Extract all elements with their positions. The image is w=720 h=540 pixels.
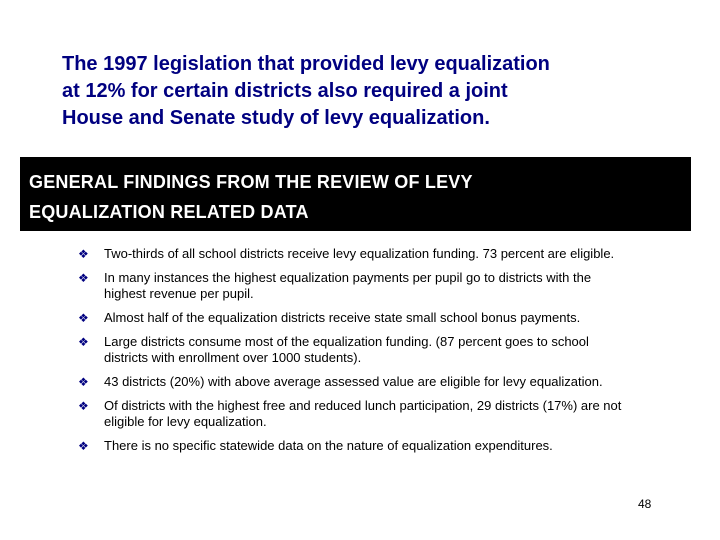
list-item-text: Large districts consume most of the equalization funding. (87 percent goes to school xyxy=(104,334,589,349)
diamond-bullet-icon: ❖ xyxy=(78,439,89,453)
diamond-bullet-icon: ❖ xyxy=(78,247,89,261)
list-item-text: 43 districts (20%) with above average assessed value are eligible for levy equalization. xyxy=(104,374,603,389)
diamond-bullet-icon: ❖ xyxy=(78,399,89,413)
findings-list xyxy=(78,246,693,462)
list-item-text: There is no specific statewide data on the nature of equalization expenditures. xyxy=(104,438,553,453)
list-item-text: highest revenue per pupil. xyxy=(104,286,254,301)
list-item-text: eligible for levy equalization. xyxy=(104,414,267,429)
slide-title xyxy=(62,51,702,132)
slide-title-line: House and Senate study of levy equalization. xyxy=(62,107,490,129)
findings-banner-line: GENERAL FINDINGS FROM THE REVIEW OF LEVY xyxy=(29,172,473,192)
list-item xyxy=(78,374,693,390)
list-item xyxy=(78,334,693,366)
list-item xyxy=(78,246,693,262)
diamond-bullet-icon: ❖ xyxy=(78,375,89,389)
findings-banner-line: EQUALIZATION RELATED DATA xyxy=(29,202,309,222)
findings-banner xyxy=(20,157,691,231)
list-item xyxy=(78,398,693,430)
diamond-bullet-icon: ❖ xyxy=(78,311,89,325)
slide-title-line: The 1997 legislation that provided levy equalization xyxy=(62,53,550,75)
list-item-text: Two-thirds of all school districts receive levy equalization funding. 73 percent are eligible. xyxy=(104,246,615,261)
diamond-bullet-icon: ❖ xyxy=(78,335,89,349)
list-item-text: Almost half of the equalization districts receive state small school bonus payments. xyxy=(104,310,581,325)
list-item-text: Of districts with the highest free and reduced lunch participation, 29 districts (17%) are not xyxy=(104,398,622,413)
diamond-bullet-icon: ❖ xyxy=(78,271,89,285)
list-item xyxy=(78,270,693,302)
list-item xyxy=(78,438,693,454)
list-item-text: districts with enrollment over 1000 students). xyxy=(104,350,362,365)
list-item xyxy=(78,310,693,326)
slide-title-line: at 12% for certain districts also required a joint xyxy=(62,80,508,102)
list-item-text: In many instances the highest equalization payments per pupil go to districts with the xyxy=(104,270,592,285)
page-number: 48 xyxy=(638,497,652,511)
